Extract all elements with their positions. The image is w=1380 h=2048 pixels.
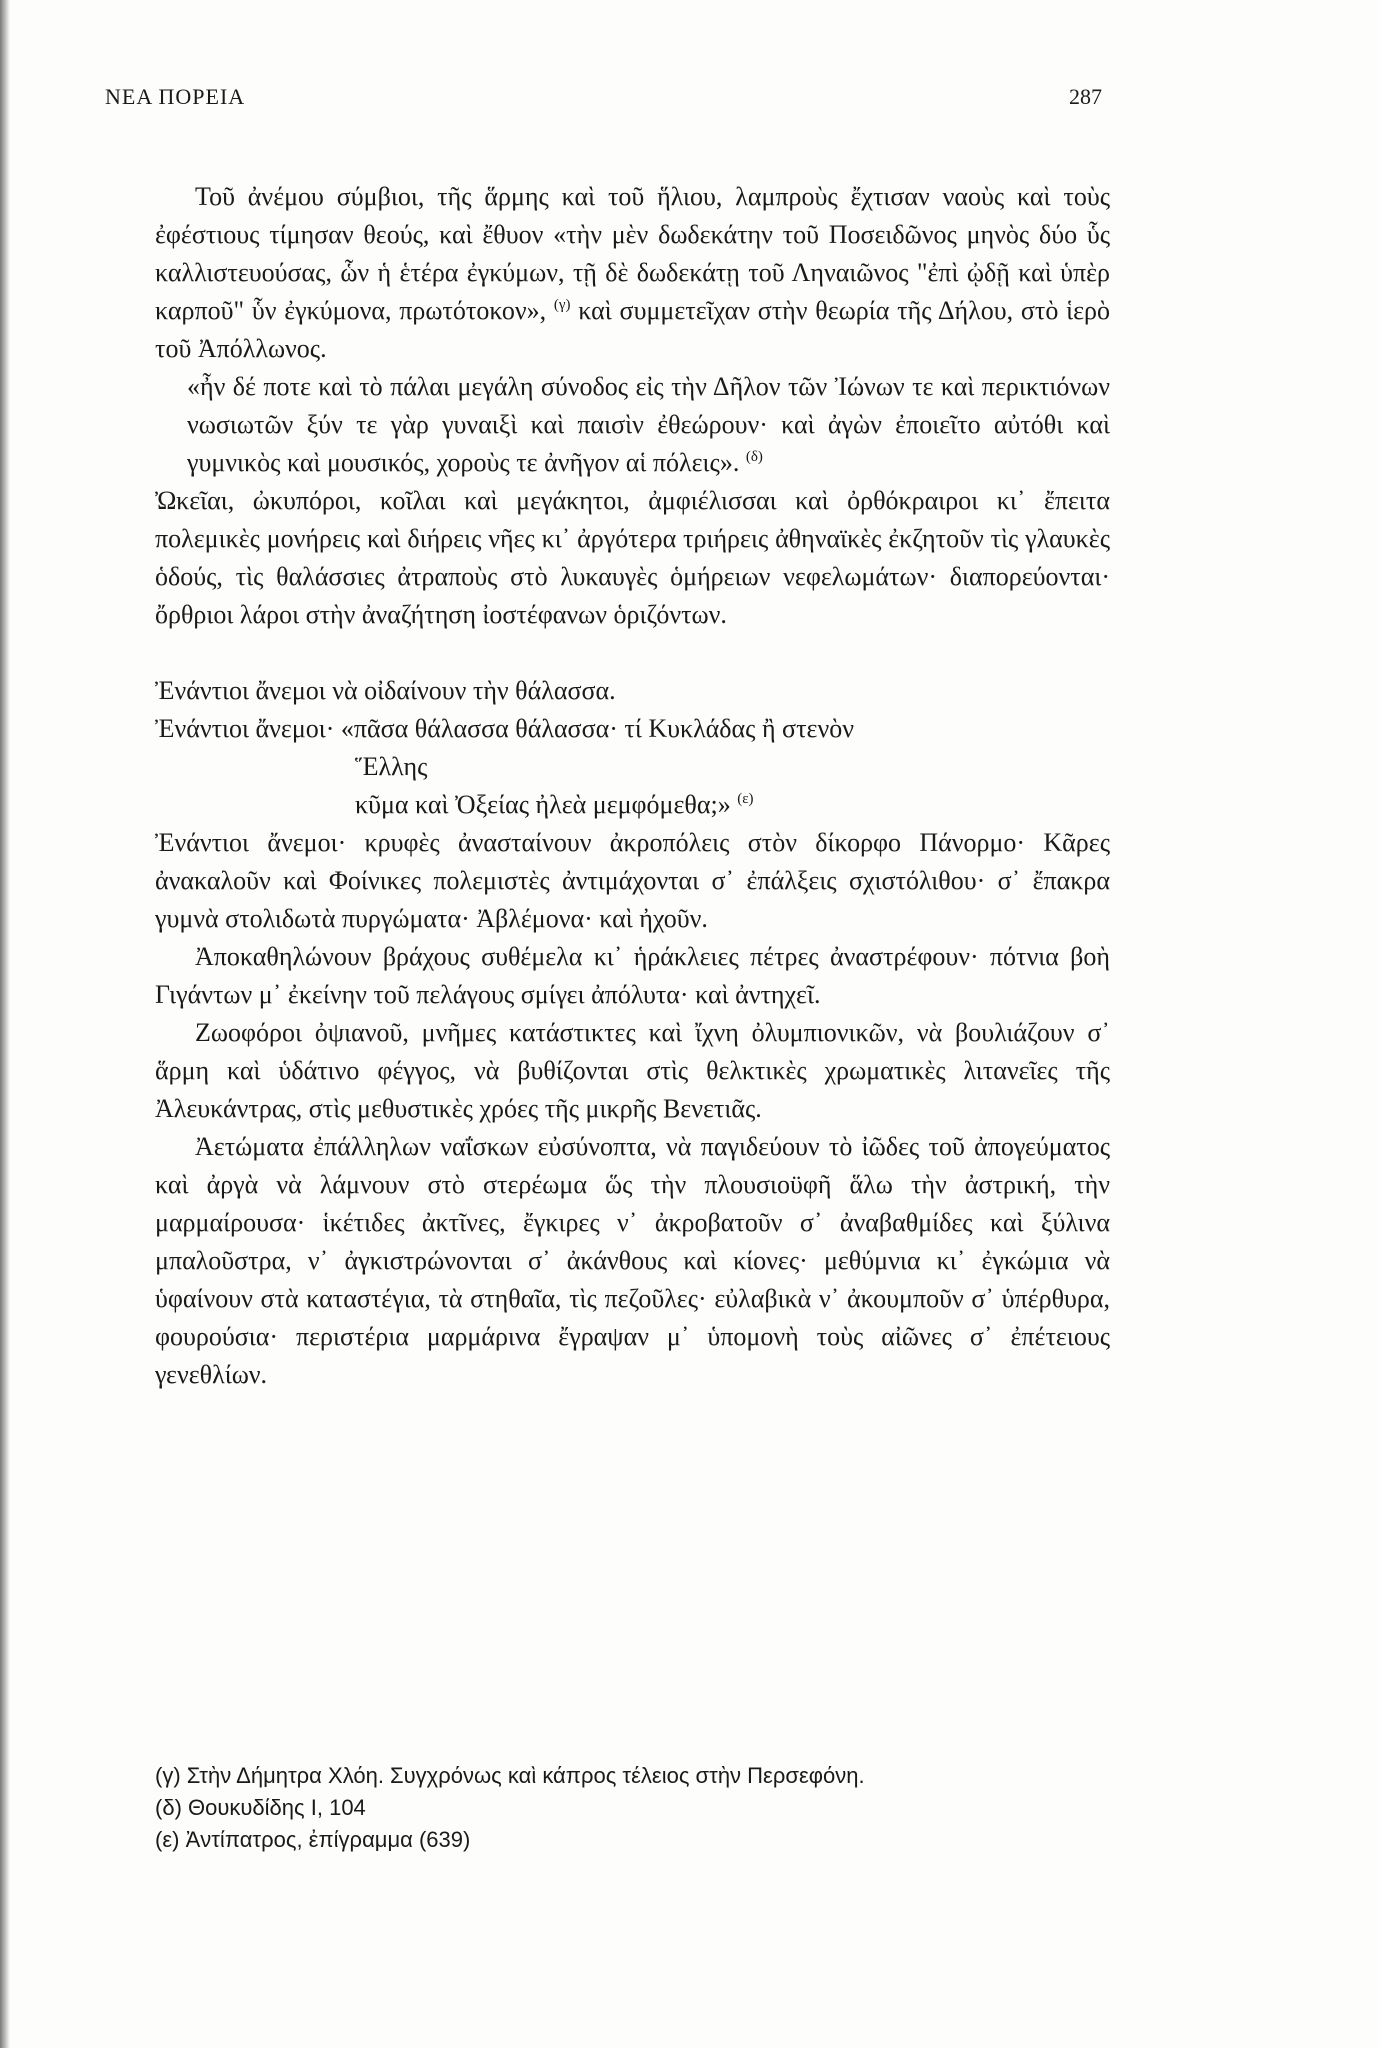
verse-line-1: Ἐνάντιοι ἄνεμοι νὰ οἰδαίνουν τὴν θάλασσα.	[155, 676, 616, 705]
footnote-ref-epsilon: (ε)	[737, 791, 754, 807]
verse-line-4: κῦμα καὶ Ὀξείας ἠλεὰ μεμφόμεθα;» $^{(\varepsilon)}$	[355, 790, 754, 819]
running-head: ΝΕΑ ΠΟΡΕΙΑ	[105, 84, 246, 109]
stanza-gap	[155, 634, 1110, 672]
thucydides-quote: «ἦν δέ ποτε καὶ τὸ πάλαι μεγάλη σύνοδος εἰς τὴν Δῆλον τῶν Ἰώνων τε καὶ περικτιόνων νωσιωτῶν ξύν τε γὰρ γυναιξὶ καὶ παισὶν ἐθεώρουν· καὶ ἀγὼν ἐποιεῖτο αὐτόθι καὶ γυμνικὸς καὶ μουσικός, χοροὺς τε ἀνῆγον αἱ πόλεις». $^{(\delta)}$	[187, 372, 1110, 477]
footnote-gamma: (γ) Στὴν Δήμητρα Χλόη. Συγχρόνως καὶ κάπρος τέλειος στὴν Περσεφόνη.	[155, 1763, 865, 1788]
verse-line-2: Ἐνάντιοι ἄνεμοι· «πᾶσα θάλασσα θάλασσα· τί Κυκλάδας ἢ στενὸν	[155, 714, 854, 743]
body-text	[155, 178, 1110, 1394]
paragraph-5: Ἀποκαθηλώνουν βράχους συθέμελα κι᾽ ἡράκλειες πέτρες ἀναστρέφουν· πότνια βοὴ Γιγάντων μ᾽ ἐκείνην τοῦ πελάγους σμίγει ἀπόλυτα· καὶ ἀντηχεῖ.	[155, 942, 1110, 1009]
footnotes	[155, 1760, 1110, 1856]
verse-line-3: Ἕλλης	[355, 752, 428, 781]
paragraph-6: Ζωοφόροι ὀψιανοῦ, μνῆμες κατάστικτες καὶ ἴχνη ὀλυμπιονικῶν, νὰ βουλιάζουν σ᾽ ἅρμη καὶ ὑδάτινο φέγγος, νὰ βυθίζονται στὶς θελκτικὲς χρωματικὲς λιτανεῖες τῆς Ἀλευκάντρας, στὶς μεθυστικὲς χρόες τῆς μικρῆς Βενετιᾶς.	[155, 1018, 1110, 1123]
paragraph-4: Ἐνάντιοι ἄνεμοι· κρυφὲς ἀνασταίνουν ἀκροπόλεις στὸν δίκορφο Πάνορμο· Κᾶρες ἀνακαλοῦν καὶ Φοίνικες πολεμιστὲς ἀντιμάχονται σ᾽ ἐπάλξεις σχιστόλιθου· σ᾽ ἔπακρα γυμνὰ στολιδωτὰ πυργώματα· Ἀβλέμονα· καὶ ἠχοῦν.	[155, 828, 1110, 933]
footnote-delta: (δ) Θουκυδίδης Ι, 104	[155, 1795, 366, 1820]
footnote-epsilon: (ε) Ἀντίπατρος, ἐπίγραμμα (639)	[155, 1827, 471, 1852]
footnote-ref-gamma: (γ)	[553, 297, 571, 313]
paragraph-7: Ἀετώματα ἐπάλληλων ναΐσκων εὐσύνοπτα, νὰ παγιδεύουν τὸ ἰῶδες τοῦ ἀπογεύματος καὶ ἀργὰ νὰ λάμνουν στὸ στερέωμα ὥς τὴν πλουσιοϋφῆ ἅλω τὴν ἀστρική, τὴν μαρμαίρουσα· ἱκέτιδες ἀκτῖνες, ἔγκιρες ν᾽ ἀκροβατοῦν σ᾽ ἀναβαθμίδες καὶ ξύλινα μπαλοῦστρα, ν᾽ ἀγκιστρώνονται σ᾽ ἀκάνθους καὶ κίονες· μεθύμνια κι᾽ ἐγκώμια νὰ ὑφαίνουν στὰ καταστέγια, τὰ στηθαῖα, τὶς πεζοῦλες· εὐλαβικὰ ν᾽ ἀκουμποῦν σ᾽ ὑπέρθυρα, φουρούσια· περιστέρια μαρμάρινα ἔγραψαν μ᾽ ὑπομονὴ τοὺς αἰῶνες σ᾽ ἐπέτειους γενεθλίων.	[155, 1132, 1110, 1389]
footnote-ref-delta: (δ)	[745, 449, 763, 465]
paragraph-1: Τοῦ ἀνέμου σύμβιοι, τῆς ἅρμης καὶ τοῦ ἥλιου, λαμπροὺς ἔχτισαν ναοὺς καὶ τοὺς ἐφέστιους τίμησαν θεούς, καὶ ἔθυον «τὴν μὲν δωδεκάτην τοῦ Ποσειδῶνος μηνὸς δύο ὗς καλλιστευούσας, ὧν ἡ ἑτέρα ἐγκύμων, τῇ δὲ δωδεκάτῃ τοῦ Ληναιῶνος "ἐπὶ ᾠδῇ καὶ ὑπὲρ καρποῦ" ὗν ἐγκύμονα, πρωτότοκον», $^{(\gamma)}$ καὶ συμμετεῖχαν στὴν θεωρία τῆς Δήλου, στὸ ἱερὸ τοῦ Ἀπόλλωνος.	[155, 182, 1111, 363]
paragraph-3: Ὠκεῖαι, ὠκυπόροι, κοῖλαι καὶ μεγάκητοι, ἀμφιέλισσαι καὶ ὀρθόκραιροι κι᾽ ἔπειτα πολεμικὲς μονήρεις καὶ διήρεις νῆες κι᾽ ἀργότερα τριήρεις ἀθηναϊκὲς ἐκζητοῦν τὶς γλαυκὲς ὁδούς, τὶς θαλάσσιες ἀτραποὺς στὸ λυκαυγὲς ὁμήρειων νεφελωμάτων· διαπορεύονται· ὄρθριοι λάροι στὴν ἀναζήτηση ἰοστέφανων ὁριζόντων.	[155, 486, 1110, 629]
spine-shadow	[0, 0, 10, 2048]
page-number: 287	[1069, 84, 1102, 109]
